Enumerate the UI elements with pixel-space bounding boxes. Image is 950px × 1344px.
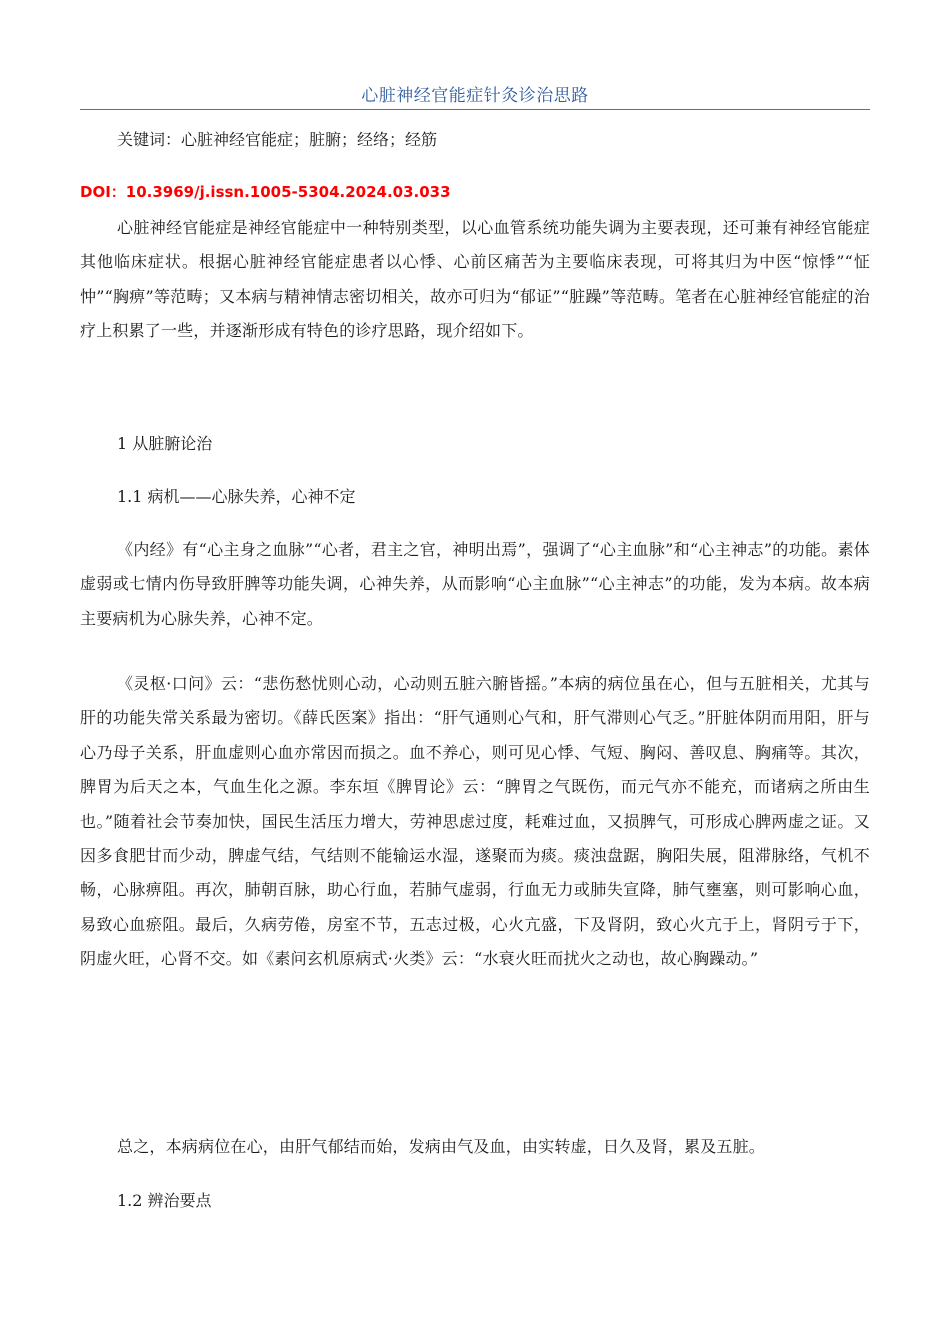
section-heading-1-1: 1.1 病机——心脉失养，心神不定	[117, 487, 356, 506]
section-heading-1-2: 1.2 辨治要点	[117, 1191, 212, 1210]
article-title: 心脏神经官能症针灸诊治思路	[361, 86, 589, 106]
doi-line: DOI：10.3969/j.issn.1005-5304.2024.03.033	[80, 183, 451, 201]
paragraph-organs: 《灵枢·口问》云：“悲伤愁忧则心动，心动则五脏六腑皆摇。”本病的病位虽在心，但与五脏相关，尤其与肝的功能失常关系最为密切。《薛氏医案》指出：“肝气通则心气和，肝气滞则心气乏。”肝脏体阴而用阳，肝与心乃母子关系，肝血虚则心血亦常因而损之。血不养心，则可见心悸、气短、胸闷、善叹息、胸痛等。其次，脾胃为后天之本，气血生化之源。李东垣《脾胃论》云：“脾胃之气既伤，而元气亦不能充，而诸病之所由生也。”随着社会节奏加快，国民生活压力增大，劳神思虑过度，耗难过血，又损脾气，可形成心脾两虚之证。又因多食肥甘而少动，脾虚气结，气结则不能输运水湿，遂聚而为痰。痰浊盘踞，胸阳失展，阻滞脉络，气机不畅，心脉痹阻。再次，肺朝百脉，助心行血，若肺气虚弱，行血无力或肺失宣降，肺气壅塞，则可影响心血，易致心血瘀阻。最后，久病劳倦，房室不节，五志过极，心火亢盛，下及肾阴，致心火亢于上，肾阴亏于下，阴虚火旺，心肾不交。如《素问玄机原病式·火类》云：“水衰火旺而扰火之动也，故心胸躁动。”	[80, 674, 870, 969]
intro-paragraph: 心脏神经官能症是神经官能症中一种特别类型，以心血管系统功能失调为主要表现，还可兼有神经官能症其他临床症状。根据心脏神经官能症患者以心悸、心前区痛苦为主要临床表现，可将其归为中医“惊悸”“怔忡”“胸痹”等范畴；又本病与精神情志密切相关，故亦可归为“郁证”“脏躁”等范畴。笔者在心脏神经官能症的治疗上积累了一些，并逐渐形成有特色的诊疗思路，现介绍如下。	[80, 218, 870, 341]
keywords-line: 关键词：心脏神经官能症；脏腑；经络；经筋	[117, 130, 438, 149]
paragraph-pathogenesis: 《内经》有“心主身之血脉”“心者，君主之官，神明出焉”，强调了“心主血脉”和“心主神志”的功能。素体虚弱或七情内伤导致肝脾等功能失调，心神失养，从而影响“心主血脉”“心主神志”的功能，发为本病。故本病主要病机为心脉失养，心神不定。	[80, 540, 870, 628]
paragraph-summary: 总之，本病病位在心，由肝气郁结而始，发病由气及血，由实转虚，日久及肾，累及五脏。	[117, 1137, 766, 1156]
title-underline	[80, 109, 870, 110]
section-heading-1: 1 从脏腑论治	[117, 434, 213, 453]
